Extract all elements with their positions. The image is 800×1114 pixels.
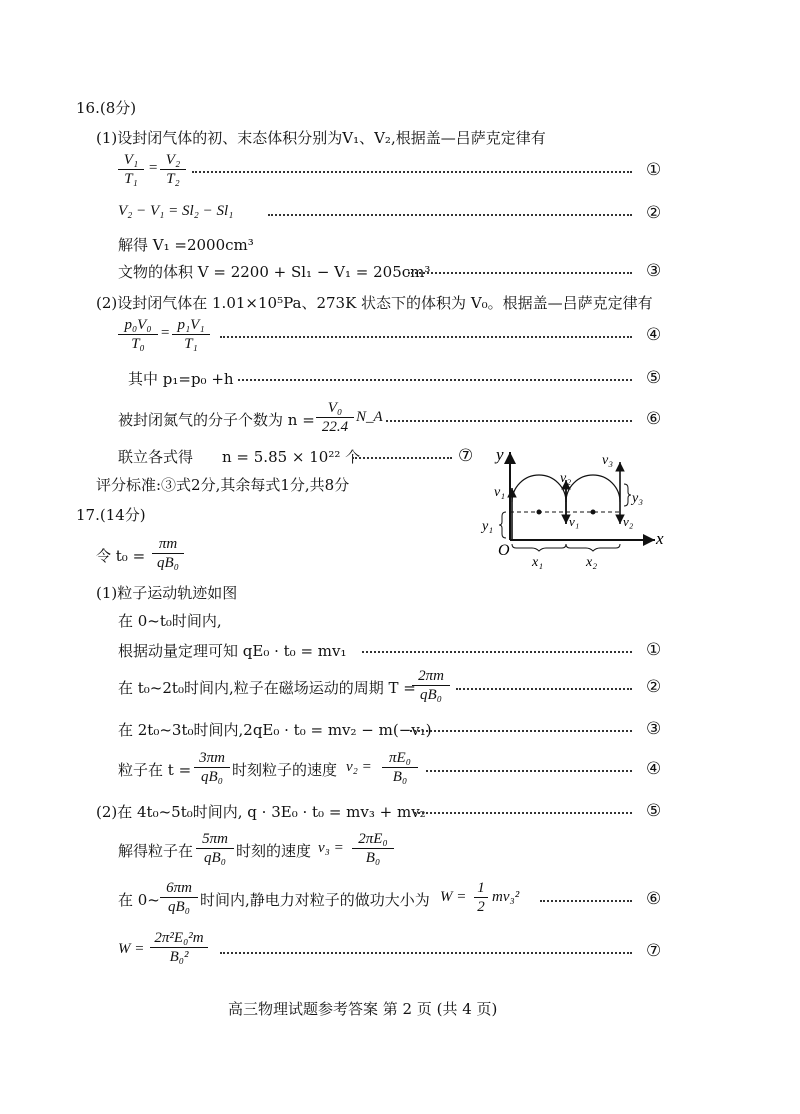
label-v3: v₃ [602, 453, 614, 468]
label-v1b: v₁ [569, 514, 580, 529]
q17-eq3: 在 2t₀~3t₀时间内,2qE₀ · t₀ = mv₂ − m(−v₁) [118, 721, 432, 739]
q16-eq2: V₂ − V₁ = Sl₂ − Sl₁ [118, 203, 234, 219]
leader-dots [352, 457, 452, 459]
leader-dots [268, 214, 632, 216]
q16-eq1-mark: ① [646, 160, 662, 180]
label-origin: O [498, 542, 510, 559]
label-x1: x₁ [532, 555, 544, 570]
q17-eq7-mark: ⑦ [646, 941, 662, 961]
y1-brace [499, 512, 506, 538]
arc-1 [512, 475, 566, 502]
q17-eq4-pre: 粒子在 t = [118, 761, 192, 779]
q16-eq4-frac-left: $\frac{\text{p₀V₀}}{\text{T₀}}$ [118, 317, 158, 353]
q17-let-frac: $\frac{\pi m}{\text{qB₀}}$ [152, 536, 184, 572]
q17-eq2-frac: $\frac{2\pi m}{\text{qB₀}}$ [412, 668, 450, 704]
q17-eq6-post: mv₃² [492, 889, 520, 905]
q16-eq1-frac-right: $\frac{\text{V₂}}{\text{T₂}}$ [160, 152, 186, 188]
q17-eq6-mid: 时间内,静电力对粒子的做功大小为 [200, 891, 430, 909]
label-y: y [496, 445, 504, 464]
q17-part1-intro: (1)粒子运动轨迹如图 [96, 584, 238, 602]
q16-part2-intro: (2)设封闭气体在 1.01×10⁵Pa、273K 状态下的体积为 V₀。根据盖—吕萨克定律有 [96, 294, 653, 312]
q16-eq2-mark: ② [646, 203, 662, 223]
q17-header: 17.(14分) [76, 506, 146, 524]
q16-scoring: 评分标准:③式2分,其余每式1分,共8分 [96, 476, 350, 494]
q17-eq6-frac1: $\frac{6\pi m}{\text{qB₀}}$ [160, 880, 198, 916]
q16-eq6-frac: $\frac{\text{V₀}}{22.4}$ [316, 400, 354, 436]
q16-header: 16.(8分) [76, 99, 137, 117]
q16-eq1-equals: = [148, 160, 159, 176]
q17-eq2-mark: ② [646, 677, 662, 697]
leader-dots [414, 812, 632, 814]
q17-eq6-frac2: $\frac{1}{2}$ [474, 880, 488, 916]
q17-eq5: (2)在 4t₀~5t₀时间内, q · 3E₀ · t₀ = mv₃ + mv₂ [96, 803, 426, 821]
q16-eq4-frac-right: $\frac{\text{p₁V₁}}{\text{T₁}}$ [172, 317, 210, 353]
label-v1: v₁ [494, 485, 506, 500]
q17-eq6-pre: 在 0~ [118, 891, 160, 909]
q17-within1: 在 0~t₀时间内, [118, 612, 222, 630]
q17-eq4-mark: ④ [646, 759, 662, 779]
leader-dots [410, 730, 632, 732]
q16-eq1-frac-left: $\frac{\text{V₁}}{\text{T₁}}$ [118, 152, 144, 188]
q16-eq6-mark: ⑥ [646, 409, 662, 429]
leader-dots [362, 651, 632, 653]
q16-eq3-mark: ③ [646, 261, 662, 281]
q16-eq4-mark: ④ [646, 325, 662, 345]
q16-eq6-post: N_A [356, 409, 383, 425]
q16-solve: 解得 V₁ =2000cm³ [118, 236, 254, 254]
q16-eq5: 其中 p₁=p₀ +h [128, 370, 234, 388]
q16-eq7-pre: 联立各式得 [118, 448, 194, 466]
q17-v3-mid: 时刻的速度 [236, 842, 312, 860]
q17-eq1: 根据动量定理可知 qE₀ · t₀ = mv₁ [118, 642, 347, 660]
q17-v3-frac1: $\frac{5\pi m}{\text{qB₀}}$ [196, 831, 234, 867]
leader-dots [238, 379, 632, 381]
q17-eq7-var: W = [118, 941, 145, 957]
x1-brace [512, 544, 566, 551]
q16-part1-intro: (1)设封闭气体的初、末态体积分别为V₁、V₂,根据盖—吕萨克定律有 [96, 129, 546, 147]
trajectory-figure [480, 440, 670, 570]
q16-eq5-mark: ⑤ [646, 368, 662, 388]
q17-eq4-mid: 时刻粒子的速度 [232, 761, 338, 779]
q16-eq7-mark: ⑦ [458, 446, 474, 466]
leader-dots [408, 272, 632, 274]
label-v2b: v₂ [623, 514, 634, 529]
leader-dots [220, 952, 632, 954]
label-y1: y₁ [482, 519, 494, 534]
label-v2: v₂ [560, 471, 572, 486]
q17-eq1-mark: ① [646, 640, 662, 660]
label-y3: y₃ [632, 491, 644, 506]
q17-eq5-mark: ⑤ [646, 801, 662, 821]
q16-eq4-equals: = [160, 325, 171, 341]
leader-dots [456, 688, 632, 690]
q17-v3-pre: 解得粒子在 [118, 842, 194, 860]
q17-v3-frac2: $\frac{\text{2πE₀}}{\text{B₀}}$ [352, 831, 394, 867]
arc-2 [566, 475, 620, 502]
q16-eq6-pre: 被封闭氮气的分子个数为 n = [118, 411, 315, 429]
q17-eq3-mark: ③ [646, 719, 662, 739]
center-dot-1 [537, 510, 542, 515]
q17-eq4-frac2: $\frac{\text{πE₀}}{\text{B₀}}$ [382, 750, 418, 786]
q17-v3-var: v₃ = [318, 840, 344, 856]
q17-eq6-mark: ⑥ [646, 889, 662, 909]
q17-eq7-frac: $\frac{\text{2π²E₀²m}}{\text{B₀²}}$ [150, 930, 208, 966]
q16-eq7: n = 5.85 × 10²² 个 [222, 448, 361, 466]
q17-eq2-pre: 在 t₀~2t₀时间内,粒子在磁场运动的周期 T = [118, 679, 416, 697]
leader-dots [386, 420, 632, 422]
q17-eq4-frac1: $\frac{3\pi m}{\text{qB₀}}$ [194, 750, 230, 786]
leader-dots [192, 171, 632, 173]
y3-brace [624, 484, 631, 506]
center-dot-2 [591, 510, 596, 515]
leader-dots [220, 336, 632, 338]
q17-eq4-var: v₂ = [346, 759, 372, 775]
q17-eq6-var: W = [440, 889, 467, 905]
page-footer: 高三物理试题参考答案 第 2 页 (共 4 页) [228, 1000, 498, 1018]
x2-brace [566, 544, 620, 551]
leader-dots [540, 900, 632, 902]
q17-let-pre: 令 t₀ = [96, 547, 146, 565]
leader-dots [426, 770, 632, 772]
label-x2: x₂ [586, 555, 598, 570]
q16-eq3: 文物的体积 V = 2200 + Sl₁ − V₁ = 205cm³ [118, 263, 431, 281]
label-x: x [656, 529, 664, 548]
